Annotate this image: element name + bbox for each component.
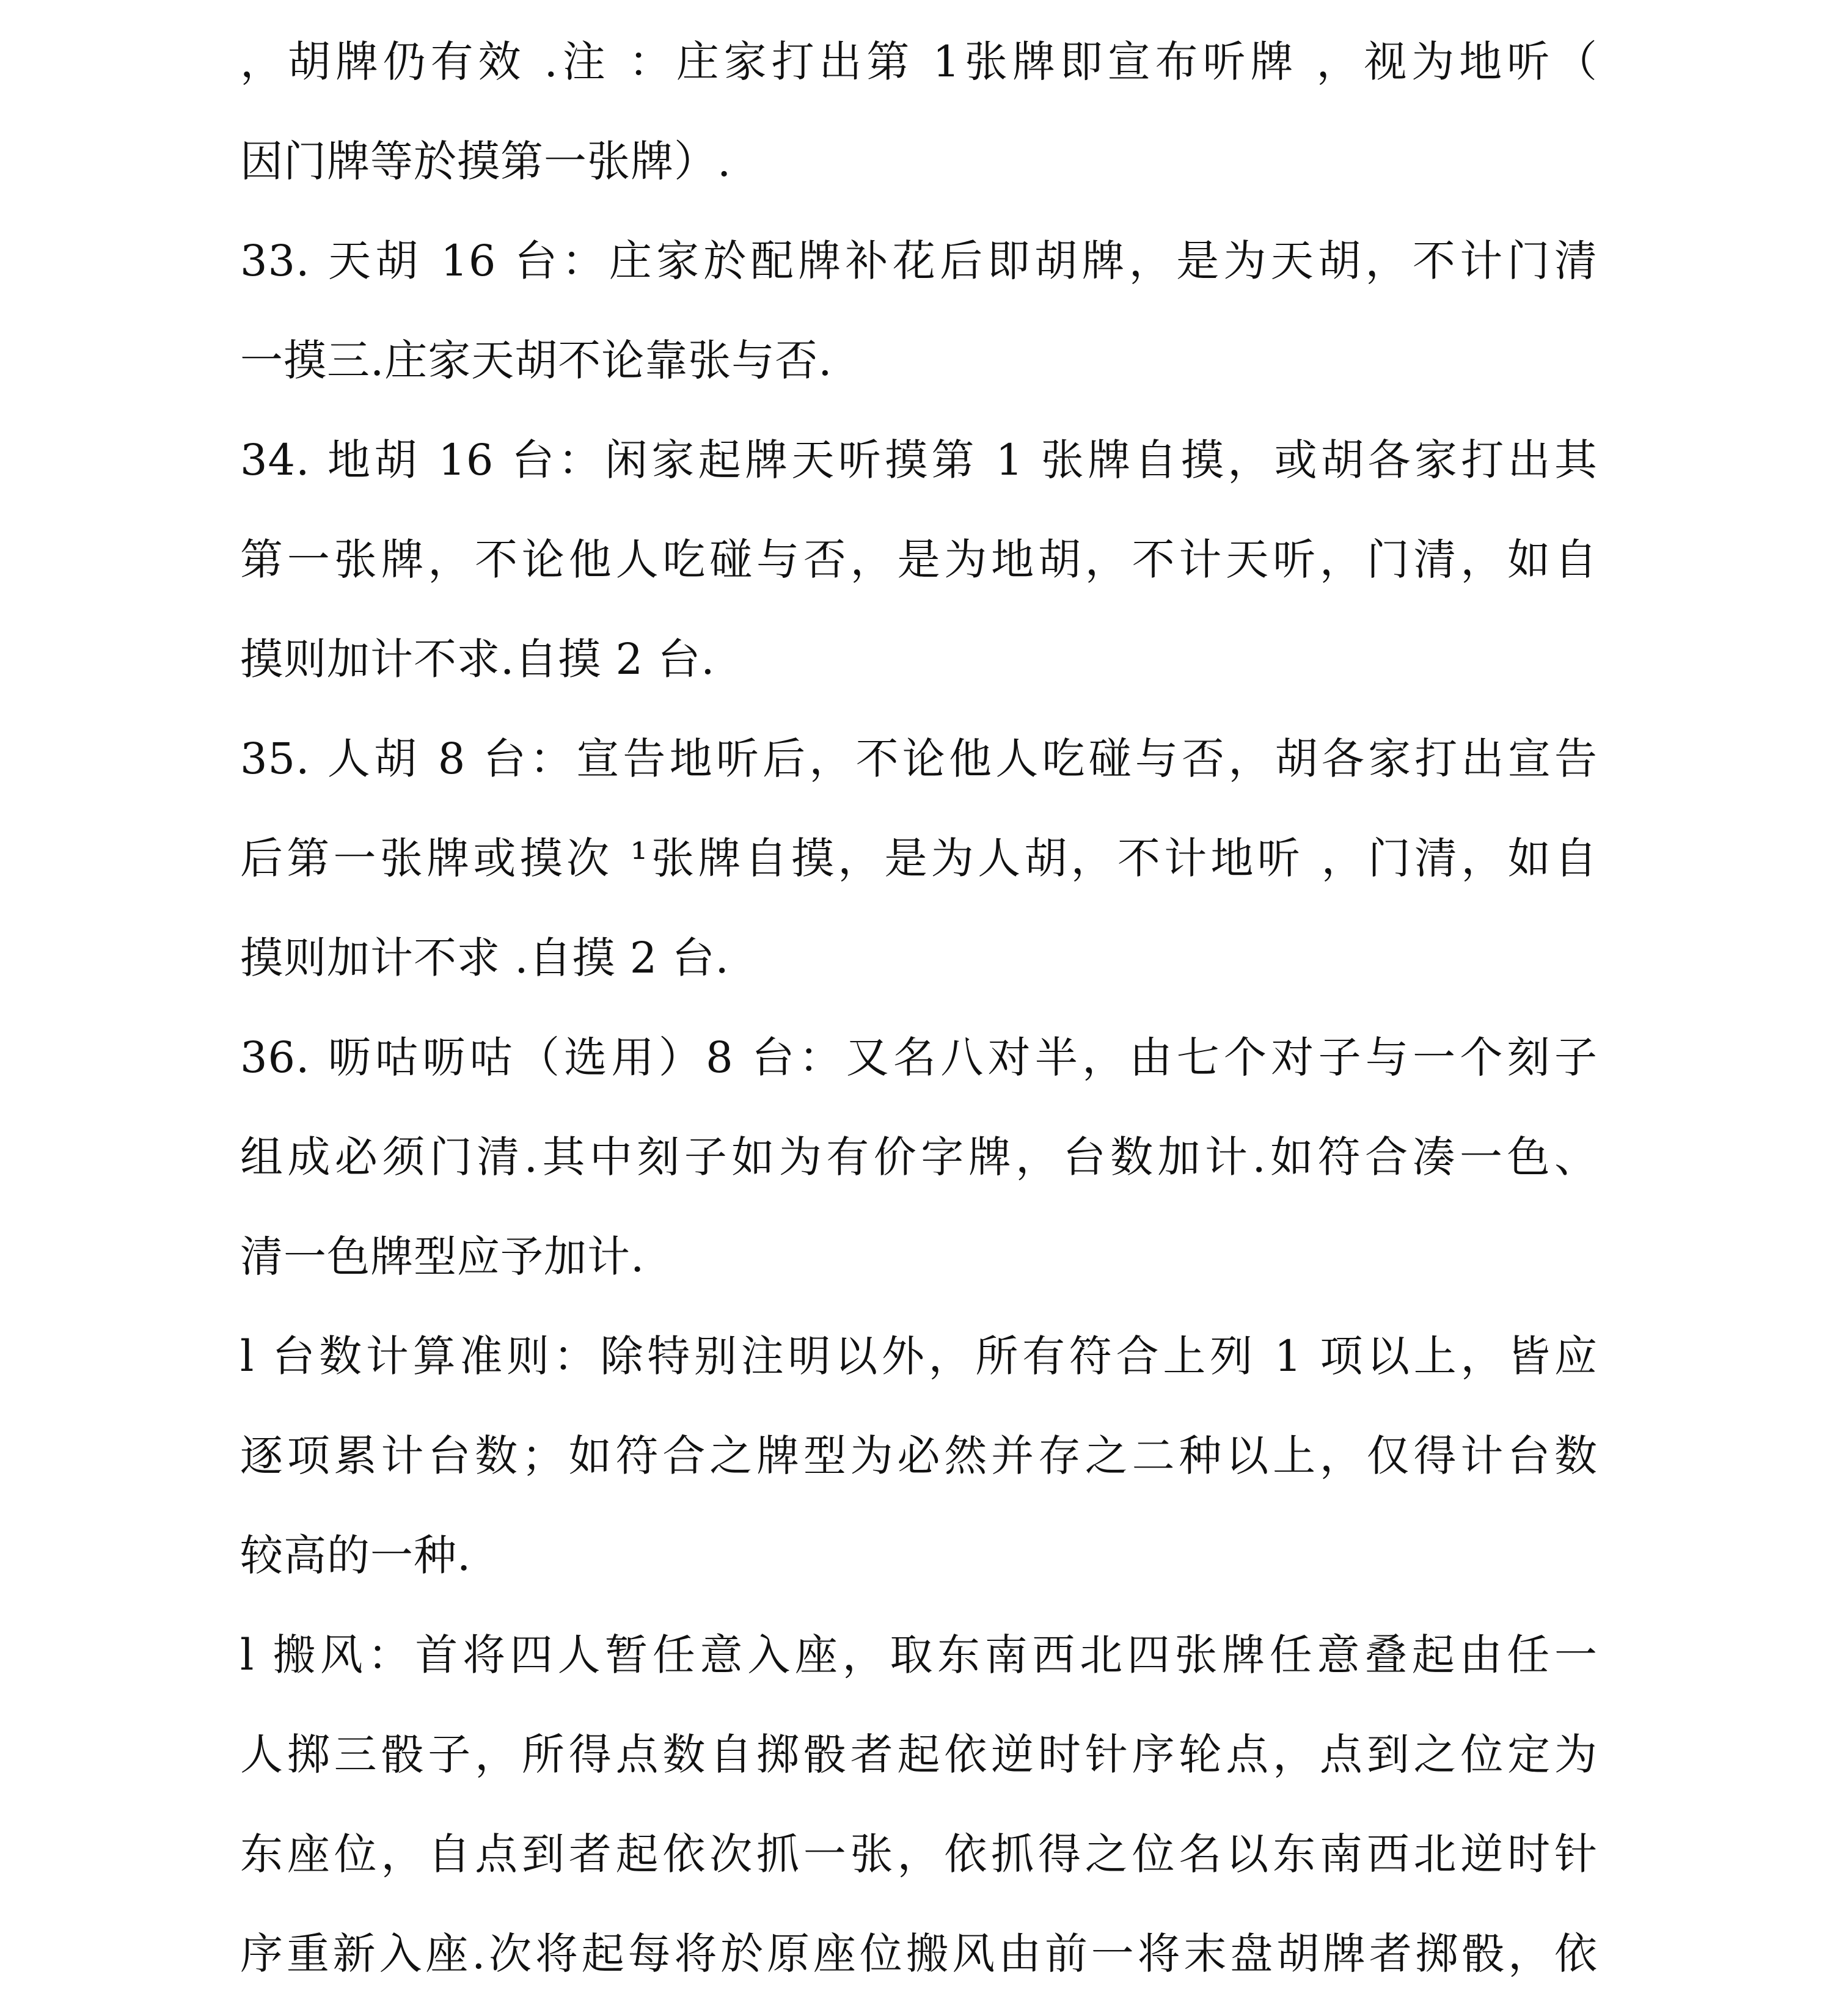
- text-line: 东座位，自点到者起依次抓一张，依抓得之位名以东南西北逆时针: [240, 1829, 1598, 1879]
- text-line: 36. 呖咕呖咕（选用）8 台：又名八对半，由七个对子与一个刻子: [240, 1032, 1598, 1083]
- document-body: [240, 12, 1598, 2004]
- text-line: l 台数计算准则：除特别注明以外，所有符合上列 1 项以上，皆应: [240, 1331, 1598, 1381]
- text-line: 摸则加计不求 .自摸 2 台.: [240, 933, 730, 983]
- text-line: 后第一张牌或摸次 ¹张牌自摸，是为人胡，不计地听 ，门清，如自: [240, 833, 1598, 883]
- text-line: 35. 人胡 8 台：宣告地听后，不论他人吃碰与否，胡各家打出宣告: [240, 734, 1598, 784]
- text-line: 较高的一种.: [240, 1530, 472, 1580]
- text-line: l 搬风：首将四人暂任意入座，取东南西北四张牌任意叠起由任一: [240, 1630, 1598, 1680]
- text-line: 因门牌等於摸第一张牌）.: [240, 136, 732, 186]
- text-line: 34. 地胡 16 台：闲家起牌天听摸第 1 张牌自摸，或胡各家打出其: [240, 435, 1598, 485]
- text-line: 序重新入座.次将起每将於原座位搬风由前一将末盘胡牌者掷骰，依: [240, 1929, 1598, 1979]
- text-line: 一摸三.庄家天胡不论靠张与否.: [240, 335, 833, 385]
- text-line: 33. 天胡 16 台：庄家於配牌补花后即胡牌，是为天胡，不计门清: [240, 236, 1598, 286]
- text-line: 组成必须门清.其中刻子如为有价字牌，台数加计.如符合凑一色、: [240, 1132, 1598, 1182]
- text-line: 清一色牌型应予加计.: [240, 1232, 645, 1282]
- text-line: ，胡牌仍有效 .注 ：庄家打出第 1张牌即宣布听牌 ，视为地听（: [240, 37, 1598, 87]
- text-line: 人掷三骰子，所得点数自掷骰者起依逆时针序轮点，点到之位定为: [240, 1729, 1598, 1780]
- text-line: 第一张牌，不论他人吃碰与否，是为地胡，不计天听，门清，如自: [240, 535, 1598, 585]
- text-line: 逐项累计台数；如符合之牌型为必然并存之二种以上，仅得计台数: [240, 1431, 1598, 1481]
- text-line: 摸则加计不求.自摸 2 台.: [240, 634, 715, 684]
